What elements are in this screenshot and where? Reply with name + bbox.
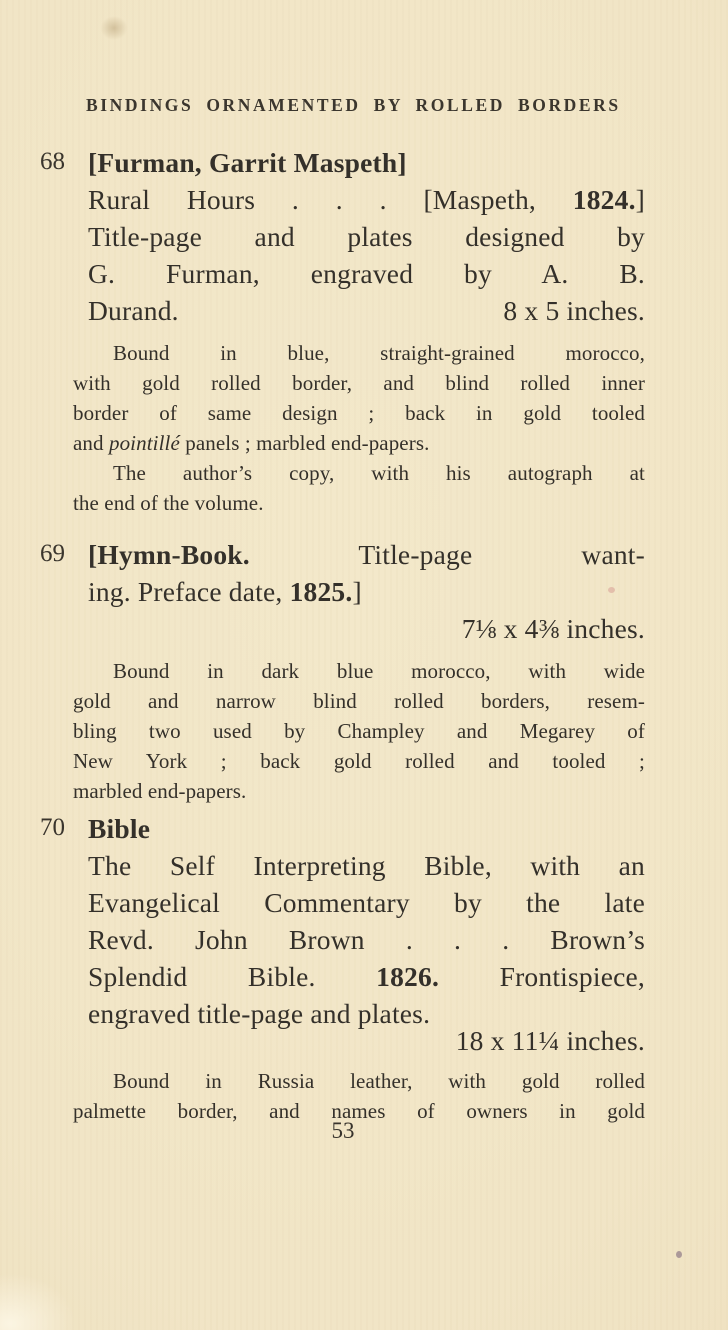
entry-heading <box>88 144 645 181</box>
desc-line: with gold rolled border, and blind rolled inner <box>73 371 645 395</box>
french-term: pointillé <box>108 431 180 455</box>
title-text: ing. Preface date, <box>88 576 290 607</box>
desc-text: and <box>73 431 109 455</box>
page-number: 53 <box>331 1118 355 1143</box>
book-title: Bible <box>88 813 151 844</box>
binding-description <box>73 338 645 518</box>
paper-speck <box>676 1251 682 1258</box>
desc-line: New York ; back gold rolled and tooled ; <box>73 749 645 773</box>
catalog-entry-69 <box>40 536 645 806</box>
size-line: 7⅛ x 4⅜ inches. <box>461 613 645 644</box>
book-title: [Hymn-Book. <box>88 539 250 570</box>
desc-line <box>73 428 645 458</box>
running-head: BINDINGS ORNAMENTED BY ROLLED BORDERS <box>86 95 621 115</box>
title-text: Splendid Bible. <box>88 961 377 992</box>
desc-line: bling two used by Champley and Megarey of <box>73 719 645 743</box>
title-line <box>88 292 645 329</box>
entry-body <box>73 536 645 806</box>
binding-description <box>73 1066 645 1126</box>
title-text: Durand. <box>88 295 179 326</box>
title-text: Rural Hours . . . [Maspeth, <box>88 184 573 215</box>
title-text: ] <box>635 184 645 215</box>
entry-heading <box>88 536 645 573</box>
size-text: 8 x 5 inches. <box>503 295 645 326</box>
entry-number: 68 <box>40 148 65 175</box>
date-text: 1825. <box>289 576 353 607</box>
desc-line: marbled end-papers. <box>73 779 247 803</box>
title-text: Title-page want- <box>249 539 645 570</box>
title-line: engraved title-page and plates. <box>88 998 431 1029</box>
title-line <box>88 573 645 610</box>
desc-line: gold and narrow blind rolled borders, resem- <box>73 689 645 713</box>
paper-stain <box>96 12 132 44</box>
title-line: Revd. John Brown . . . Brown’s <box>88 924 645 955</box>
date-text: 1826. <box>376 961 440 992</box>
desc-line: Bound in Russia leather, with gold rolled <box>113 1069 645 1093</box>
size-line: 18 x 11¼ inches. <box>455 1025 645 1056</box>
title-line: The Self Interpreting Bible, with an <box>88 850 645 881</box>
entry-number: 69 <box>40 540 65 567</box>
entry-number: 70 <box>40 814 65 841</box>
desc-text: panels ; marbled end-papers. <box>179 431 430 455</box>
author-name: [Furman, Garrit Maspeth] <box>88 147 407 178</box>
desc-line: Bound in dark blue morocco, with wide <box>113 659 645 683</box>
title-text: Frontispiece, <box>439 961 646 992</box>
desc-line: Bound in blue, straight-grained morocco, <box>113 341 645 365</box>
title-line <box>88 958 645 995</box>
date-text: 1824. <box>572 184 636 215</box>
title-line: Title-page and plates designed by <box>88 221 645 252</box>
entry-heading <box>88 810 645 847</box>
title-text: ] <box>352 576 362 607</box>
desc-line: The author’s copy, with his autograph at <box>113 461 645 485</box>
desc-line: palmette border, and names of owners in gold <box>73 1099 645 1123</box>
entry-body <box>73 810 646 1126</box>
desc-line: border of same design ; back in gold tooled <box>73 401 645 425</box>
title-line: G. Furman, engraved by A. B. <box>88 258 645 289</box>
title-line <box>88 181 645 218</box>
entry-body <box>73 144 645 518</box>
binding-description <box>73 656 645 806</box>
catalog-entry-68 <box>40 144 645 518</box>
catalog-entry-70 <box>40 810 645 1126</box>
title-line: Evangelical Commentary by the late <box>88 887 645 918</box>
desc-line: the end of the volume. <box>73 491 264 515</box>
